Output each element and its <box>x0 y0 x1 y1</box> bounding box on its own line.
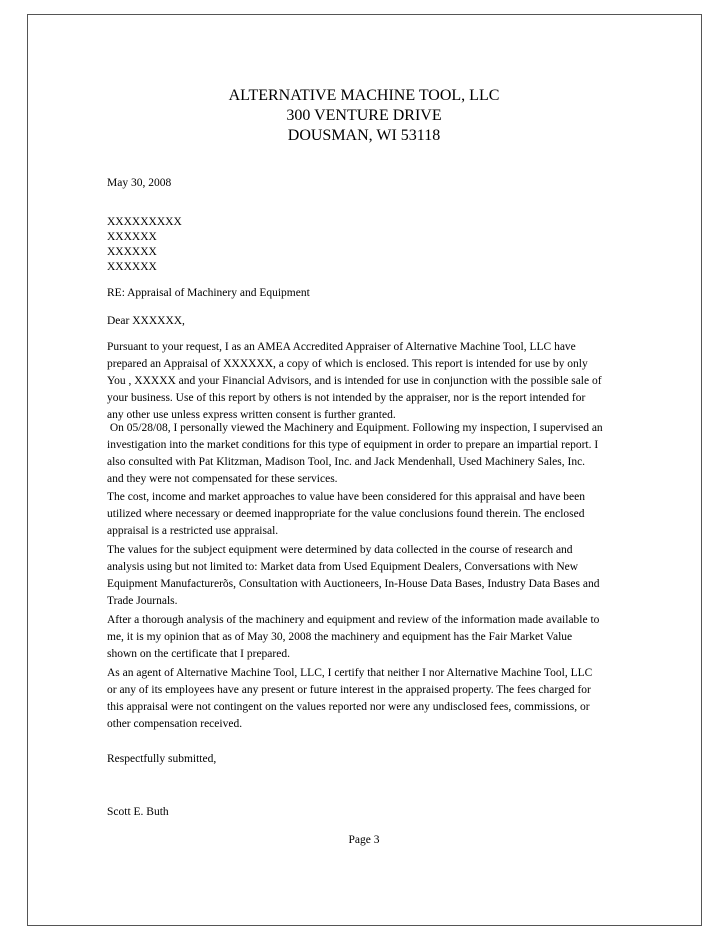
paragraph-line: appraisal is a restricted use appraisal. <box>107 525 279 537</box>
page-number: Page 3 <box>348 834 380 846</box>
letterhead-street: 300 VENTURE DRIVE <box>286 107 442 124</box>
paragraph-line: also consulted with Pat Klitzman, Madison Tool, Inc. and Jack Mendenhall, Used Machinery Sales, Inc. <box>107 456 586 468</box>
paragraph-line: shown on the certificate that I prepared. <box>107 648 290 660</box>
paragraph-line: prepared an Appraisal of XXXXXX, a copy of which is enclosed. This report is intended for use by only <box>107 358 588 370</box>
paragraph-inspection <box>107 420 627 488</box>
recipient-line: XXXXXX <box>107 231 157 243</box>
paragraph-line: or any of its employees have any present or future interest in the appraised property. The fees charged for <box>107 684 591 696</box>
paragraph-line: Trade Journals. <box>107 595 178 607</box>
paragraph-approaches <box>107 489 627 540</box>
letter-date: May 30, 2008 <box>107 177 172 189</box>
letterhead-company: ALTERNATIVE MACHINE TOOL, LLC <box>228 87 500 104</box>
recipient-line: XXXXXX <box>107 261 157 273</box>
re-line: RE: Appraisal of Machinery and Equipment <box>107 287 310 299</box>
signature-name: Scott E. Buth <box>107 806 169 818</box>
salutation: Dear XXXXXX, <box>107 315 185 327</box>
paragraph-line: and they were not compensated for these services. <box>107 473 338 485</box>
paragraph-line: Pursuant to your request, I as an AMEA Accredited Appraiser of Alternative Machine Tool, LLC have <box>107 341 576 353</box>
paragraph-certification <box>107 665 627 733</box>
paragraph-line: this appraisal were not contingent on the values reported nor were any undisclosed fees, commissions, or <box>107 701 590 713</box>
paragraph-opinion <box>107 612 627 663</box>
paragraph-line: your business. Use of this report by others is not intended by the appraiser, nor is the report intended for <box>107 392 586 404</box>
closing: Respectfully submitted, <box>107 753 217 765</box>
paragraph-line: other compensation received. <box>107 718 243 730</box>
paragraph-line: me, it is my opinion that as of May 30, 2008 the machinery and equipment has the Fair Market Value <box>107 631 573 643</box>
paragraph-line: On 05/28/08, I personally viewed the Machinery and Equipment. Following my inspection, I supervised an <box>107 422 603 434</box>
recipient-line: XXXXXX <box>107 246 157 258</box>
paragraph-line: utilized where necessary or deemed inappropriate for the value conclusions found therein. The enclosed <box>107 508 585 520</box>
paragraph-line: The cost, income and market approaches to value have been considered for this appraisal and have been <box>107 491 586 503</box>
paragraph-line: investigation into the market conditions for this type of equipment in order to prepare an impartial report. I <box>107 439 599 451</box>
paragraph-line: analysis using but not limited to: Market data from Used Equipment Dealers, Conversations with New <box>107 561 579 573</box>
paragraph-line: After a thorough analysis of the machinery and equipment and review of the information made available to <box>107 614 600 626</box>
paragraph-line: As an agent of Alternative Machine Tool, LLC, I certify that neither I nor Alternative Machine Tool, LLC <box>107 667 593 679</box>
recipient-line: XXXXXXXXX <box>107 216 182 228</box>
paragraph-line: Equipment Manufacturerõs, Consultation with Auctioneers, In-House Data Bases, Industry Data Bases and <box>107 578 600 590</box>
paragraph-line: You , XXXXX and your Financial Advisors, and is intended for use in conjunction with the possible sale of <box>107 375 602 387</box>
paragraph-line: any other use unless express written consent is further granted. <box>107 409 396 421</box>
paragraph-request <box>107 339 627 424</box>
paragraph-line: The values for the subject equipment were determined by data collected in the course of research and <box>107 544 573 556</box>
letterhead-city: DOUSMAN, WI 53118 <box>287 127 441 144</box>
paragraph-data-sources <box>107 542 627 610</box>
